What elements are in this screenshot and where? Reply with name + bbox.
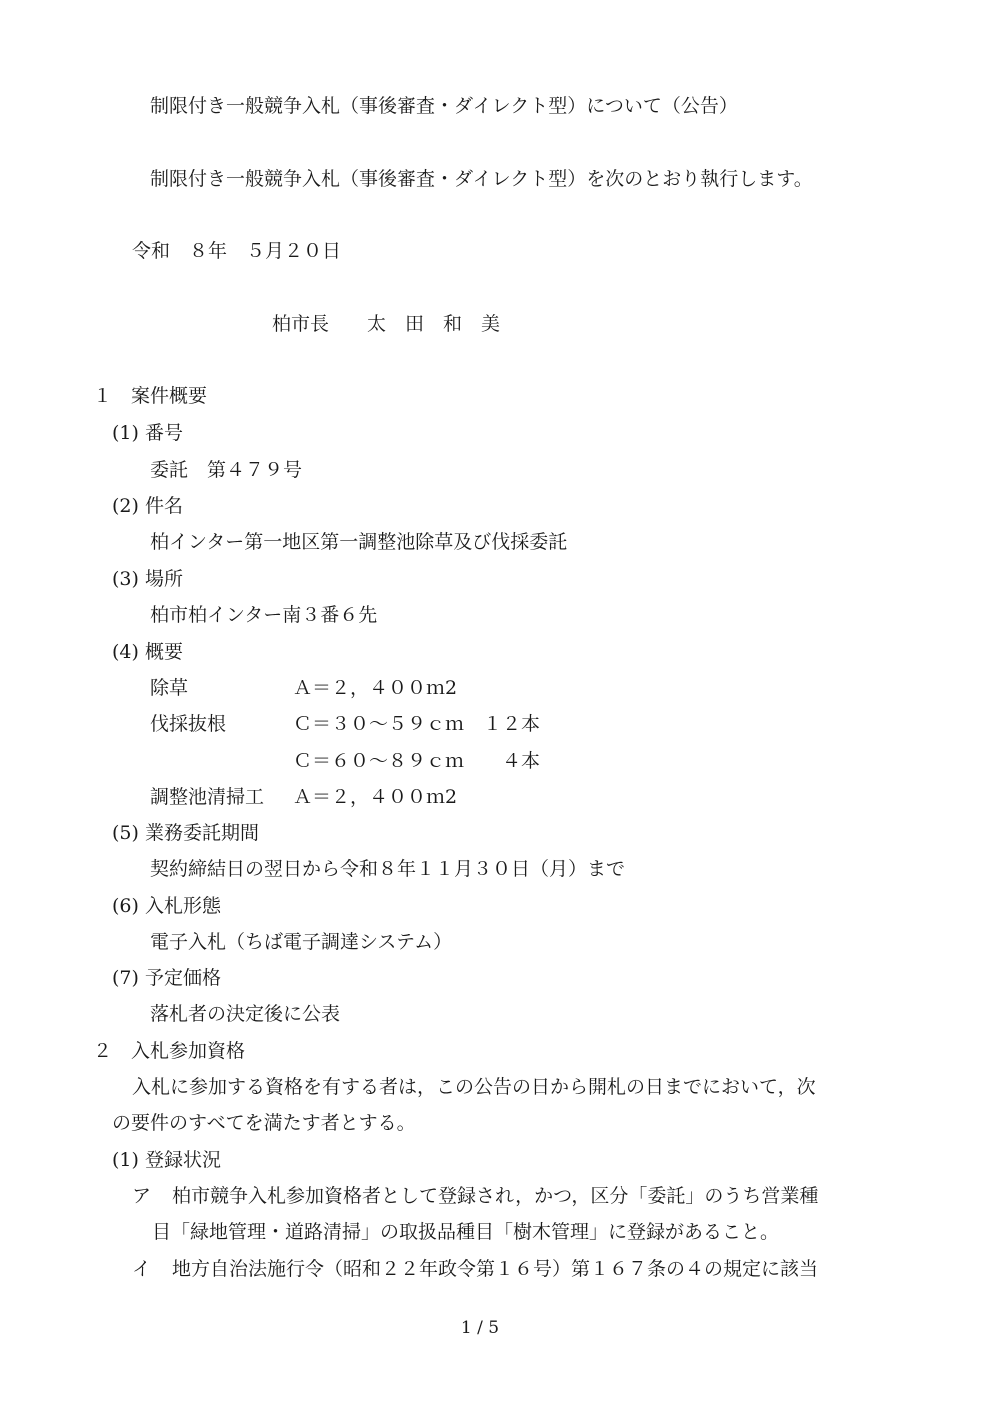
item-6-label: (6) 入札形態 — [112, 895, 221, 917]
item-2-value: 柏インター第一地区第一調整池除草及び伐採委託 — [150, 531, 568, 553]
item-7-value: 落札者の決定後に公表 — [150, 1003, 341, 1025]
notice-date: 令和 ８年 ５月２０日 — [132, 240, 342, 262]
section-2-heading: ２ 入札参加資格 — [93, 1040, 246, 1062]
document-title: 制限付き一般競争入札（事後審査・ダイレクト型）について（公告） — [150, 95, 738, 117]
overview-row-spec: Ｃ＝６０～８９ｃｍ ４本 — [293, 750, 541, 772]
clause-i-mark: イ — [132, 1258, 152, 1280]
section-2-paragraph-line2: の要件のすべてを満たす者とする。 — [112, 1112, 416, 1134]
registration-label: (1) 登録状況 — [112, 1149, 221, 1171]
overview-row-spec: Ａ＝２，４００ｍ2 — [293, 786, 458, 808]
item-6-value: 電子入札（ちば電子調達システム） — [150, 931, 453, 953]
overview-row-name: 調整池清掃工 — [150, 786, 265, 808]
page-number: 1 / 5 — [460, 1318, 500, 1338]
overview-row-spec: Ｃ＝３０～５９ｃｍ １２本 — [293, 713, 541, 735]
clause-a-line2: 目「緑地管理・道路清掃」の取扱品種目「樹木管理」に登録があること。 — [152, 1221, 780, 1243]
clause-a-mark: ア — [132, 1185, 152, 1207]
clause-i-line1: 地方自治法施行令（昭和２２年政令第１６号）第１６７条の４の規定に該当 — [172, 1258, 819, 1280]
item-7-label: (7) 予定価格 — [112, 967, 221, 989]
overview-row-name: 伐採抜根 — [150, 713, 227, 735]
intro-text: 制限付き一般競争入札（事後審査・ダイレクト型）を次のとおり執行します。 — [150, 168, 813, 190]
item-4-label: (4) 概要 — [112, 641, 183, 663]
overview-row-name: 除草 — [150, 677, 189, 699]
clause-a-line1: 柏市競争入札参加資格者として登録され，かつ，区分「委託」のうち営業種 — [172, 1185, 819, 1207]
item-5-value: 契約締結日の翌日から令和８年１１月３０日（月）まで — [150, 858, 626, 880]
section-1-heading: １ 案件概要 — [93, 385, 208, 407]
item-1-value: 委託 第４７９号 — [150, 459, 303, 481]
item-2-label: (2) 件名 — [112, 495, 183, 517]
signer: 柏市長 太 田 和 美 — [272, 313, 501, 335]
item-3-label: (3) 場所 — [112, 568, 183, 590]
overview-row-spec: Ａ＝２，４００ｍ2 — [293, 677, 458, 699]
section-2-paragraph-line1: 入札に参加する資格を有する者は，この公告の日から開札の日までにおいて，次 — [132, 1076, 816, 1098]
item-5-label: (5) 業務委託期間 — [112, 822, 259, 844]
item-1-label: (1) 番号 — [112, 422, 183, 444]
item-3-value: 柏市柏インター南３番６先 — [150, 604, 378, 626]
